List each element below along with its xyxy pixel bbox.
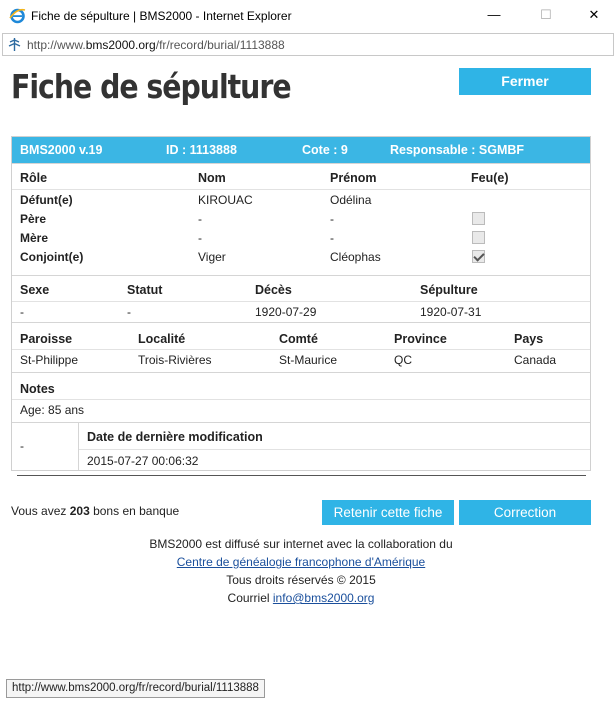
url-prefix: http://www. (27, 38, 86, 52)
feu-checkbox-mere (472, 231, 485, 244)
url-domain: bms2000.org (85, 38, 156, 52)
url-path: /fr/record/burial/1113888 (155, 38, 285, 52)
footer-link-row (0, 555, 602, 569)
close-window-button[interactable]: ✕ (588, 7, 600, 22)
deces-value: 1920-07-29 (255, 305, 317, 319)
page-title: Fiche de sépulture (11, 67, 291, 106)
people-header-row (12, 164, 590, 190)
col-prenom: Prénom (330, 171, 377, 185)
page-content (0, 57, 616, 705)
modification-right-cell (79, 423, 590, 470)
site-favicon-icon (7, 37, 22, 52)
modification-left-cell (12, 423, 79, 470)
record-header-bar (12, 137, 590, 163)
email-link[interactable]: info@bms2000.org (272, 591, 375, 605)
retain-record-button[interactable]: Retenir cette fiche (322, 500, 454, 525)
burial-record-card (11, 136, 591, 471)
notes-header-row (12, 373, 590, 400)
modification-date: 2015-07-27 00:06:32 (87, 454, 199, 468)
modification-header: Date de dernière modification (87, 430, 263, 444)
bank-suffix: bons en banque (89, 504, 180, 518)
address-bar[interactable] (2, 33, 614, 56)
person-nom: KIROUAC (198, 193, 253, 207)
statut-value: - (127, 305, 131, 319)
feu-checkbox-conjoint (472, 250, 485, 263)
contact-prefix: Courriel (227, 591, 273, 605)
person-role: Père (20, 212, 47, 226)
notes-header: Notes (20, 382, 55, 396)
person-role: Défunt(e) (20, 193, 73, 207)
col-nom: Nom (198, 171, 226, 185)
person-row-pere (12, 209, 590, 228)
sexe-value: - (20, 305, 24, 319)
feu-checkbox-pere (472, 212, 485, 225)
footer-collaboration: BMS2000 est diffusé sur internet avec la collaboration du (149, 537, 453, 551)
record-id: ID : 1113888 (166, 143, 237, 157)
place-values-row (12, 350, 590, 369)
correction-button[interactable]: Correction (459, 500, 591, 525)
person-prenom: - (330, 212, 334, 226)
bank-prefix: Vous avez (11, 504, 70, 518)
pays-value: Canada (514, 353, 557, 367)
col-statut: Statut (127, 283, 163, 297)
sepulture-value: 1920-07-31 (420, 305, 482, 319)
address-url[interactable] (27, 38, 285, 52)
person-row-defunt (12, 190, 590, 209)
col-paroisse: Paroisse (20, 332, 73, 346)
person-prenom: - (330, 231, 334, 245)
notes-row (12, 400, 590, 419)
col-sepulture: Sépulture (420, 283, 478, 297)
modification-section (12, 422, 590, 470)
vital-section (12, 275, 590, 322)
record-version: BMS2000 v.19 (20, 143, 103, 157)
col-role: Rôle (20, 171, 48, 185)
record-responsable: Responsable : SGMBF (390, 143, 525, 157)
person-nom: - (198, 231, 202, 245)
paroisse-value: St-Philippe (20, 353, 79, 367)
person-row-conjoint (12, 247, 590, 266)
person-nom: Viger (198, 250, 226, 264)
bank-balance (11, 504, 179, 518)
notes-value: Age: 85 ans (20, 403, 85, 417)
section-divider (17, 475, 586, 476)
vital-values-row (12, 302, 590, 321)
minimize-button[interactable]: — (487, 7, 501, 22)
col-feu: Feu(e) (471, 171, 509, 185)
person-nom: - (198, 212, 202, 226)
partner-link[interactable]: Centre de généalogie francophone d'Amérique (176, 555, 426, 569)
person-prenom: Odélina (330, 193, 372, 207)
col-localite: Localité (138, 332, 186, 346)
place-section (12, 322, 590, 372)
people-section (12, 163, 590, 275)
person-row-mere (12, 228, 590, 247)
notes-section (12, 372, 590, 422)
footer-contact (0, 591, 602, 605)
modification-left-value: - (20, 439, 24, 453)
footer-copyright: Tous droits réservés © 2015 (226, 573, 376, 587)
modification-divider (79, 449, 590, 450)
record-cote: Cote : 9 (302, 143, 348, 157)
window-titlebar (0, 0, 616, 31)
col-pays: Pays (514, 332, 544, 346)
person-role: Mère (20, 231, 49, 245)
close-button[interactable]: Fermer (459, 68, 591, 95)
vital-header-row (12, 276, 590, 302)
window-title: Fiche de sépulture | BMS2000 - Internet Explorer (31, 9, 292, 23)
comte-value: St-Maurice (279, 353, 338, 367)
col-deces: Décès (255, 283, 292, 297)
col-sexe: Sexe (20, 283, 50, 297)
person-role: Conjoint(e) (20, 250, 84, 264)
status-bar-url: http://www.bms2000.org/fr/record/burial/1113888 (6, 679, 265, 698)
localite-value: Trois-Rivières (138, 353, 212, 367)
internet-explorer-icon (9, 7, 26, 24)
bank-count: 203 (69, 504, 90, 518)
place-header-row (12, 323, 590, 350)
person-prenom: Cléophas (330, 250, 381, 264)
col-comte: Comté (279, 332, 318, 346)
col-province: Province (394, 332, 447, 346)
province-value: QC (394, 353, 412, 367)
maximize-button[interactable]: ☐ (540, 7, 552, 22)
